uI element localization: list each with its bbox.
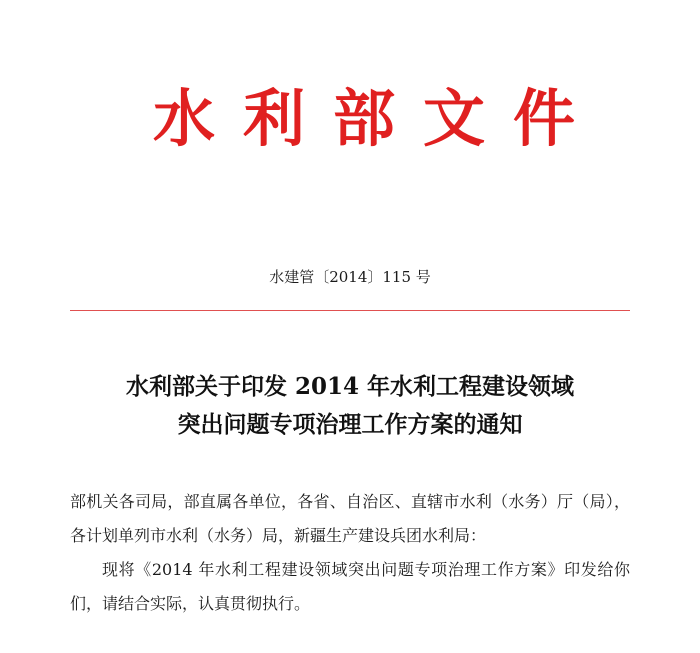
notice-title-line-1: 水利部关于印发 2014 年水利工程建设领域	[125, 373, 575, 400]
notice-title-line-2: 突出问题专项治理工作方案的通知	[177, 411, 523, 438]
recipients-paragraph: 部机关各司局，部直属各单位，各省、自治区、直辖市水利（水务）厅（局），各计划单列市水利（水务）局，新疆生产建设兵团水利局：	[70, 492, 630, 545]
notice-body	[70, 485, 630, 621]
document-number: 水建管〔2014〕115 号	[269, 268, 431, 286]
body-paragraph-1: 现将《2014 年水利工程建设领域突出问题专项治理工作方案》印发给你们，请结合实际，认真贯彻执行。	[70, 560, 630, 613]
red-divider-line	[70, 310, 630, 311]
document-header-title: 水利部文件	[152, 82, 603, 155]
notice-title	[0, 368, 700, 444]
